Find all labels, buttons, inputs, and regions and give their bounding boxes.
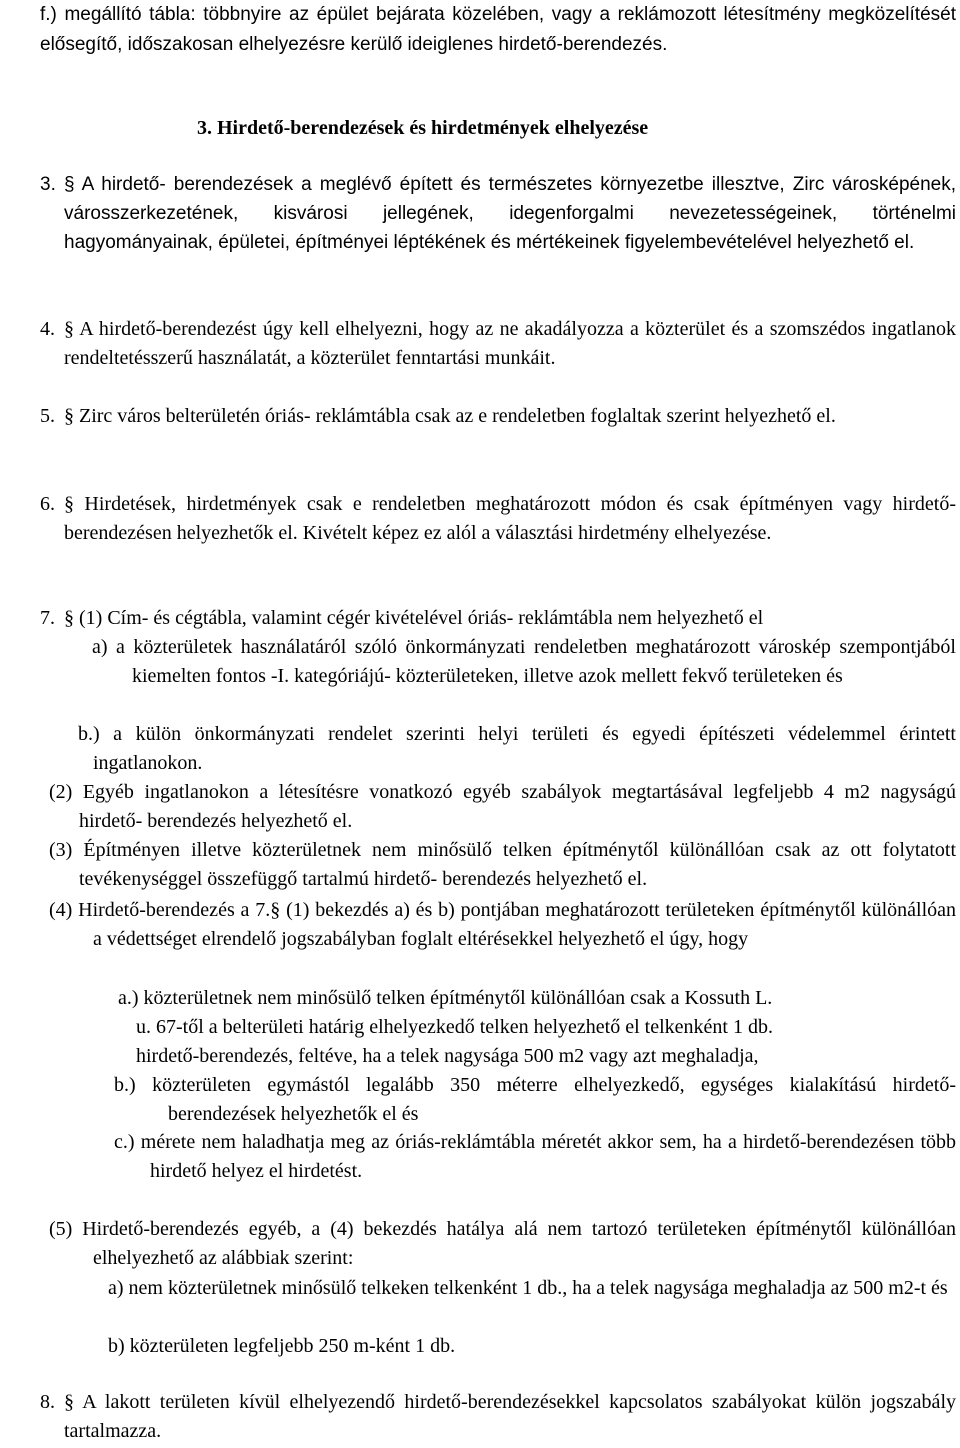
paragraph-number: 3.	[40, 174, 56, 195]
paragraph-7-point-b: b.) a külön önkormányzati rendelet szerinti helyi területi és egyedi építészeti védelemmel érintett ingatlanokon.	[78, 723, 956, 774]
paragraph-7-4-point-b: b.) közterületen egymástól legalább 350 méterre elhelyezkedő, egységes kialakítású hirdető-berendezések helyezhetők el és	[114, 1074, 956, 1125]
paragraph-number: 8.	[40, 1391, 55, 1413]
paragraph-7-subsection-4: (4) Hirdető-berendezés a 7.§ (1) bekezdés a) és b) pontjában meghatározott területeken építménytől különállóan a védettséget elrendelő jogszabályban foglalt eltérésekkel helyezhető el úgy, hogy	[49, 899, 956, 950]
paragraph-8	[40, 1388, 956, 1446]
paragraph-6	[40, 490, 956, 548]
section-title: 3. Hirdető-berendezések és hirdetmények elhelyezése	[197, 117, 649, 139]
paragraph-7-subsection-3: (3) Építményen illetve közterületnek nem minősülő telken építménytől különállóan csak az ott folytatott tevékenységgel összefüggő tartalmú hirdető- berendezés helyezhető el.	[49, 839, 956, 890]
paragraph-5	[40, 402, 956, 431]
paragraph-7-subsection-2: (2) Egyéb ingatlanokon a létesítésre vonatkozó egyéb szabályok megtartásával legfeljebb 4 m2 nagyságú hirdető- berendezés helyezhető el.	[49, 781, 956, 832]
paragraph-7-4-point-a-line2: u. 67-től a belterületi határig elhelyezkedő telken helyezhető el telkenként 1 db.	[136, 1016, 773, 1038]
paragraph-text: § A hirdető-berendezést úgy kell elhelyezni, hogy az ne akadályozza a közterület és a szomszédos ingatlanok rendeltetésszerű használatát, a közterület fenntartási munkáit.	[64, 318, 956, 369]
paragraph-text: § Hirdetések, hirdetmények csak e rendeletben meghatározott módon és csak építményen vagy hirdető-berendezésen helyezhetők el. Kivételt képez ez alól a választási hirdetmény elhelyezése.	[64, 493, 956, 544]
paragraph-number: 6.	[40, 493, 55, 515]
paragraph-number: 5.	[40, 405, 55, 427]
paragraph-number: 4.	[40, 318, 55, 340]
paragraph-7-4-point-a-line3: hirdető-berendezés, feltéve, ha a telek nagysága 500 m2 vagy azt meghaladja,	[136, 1045, 759, 1067]
paragraph-text: § A lakott területen kívül elhelyezendő hirdető-berendezésekkel kapcsolatos szabályokat külön jogszabály tartalmazza.	[64, 1391, 956, 1442]
paragraph-7-4-point-c: c.) mérete nem haladhatja meg az óriás-reklámtábla méretét akkor sem, ha a hirdető-berendezésen több hirdető helyez el hirdetést.	[114, 1131, 956, 1182]
paragraph-text: § Zirc város belterületén óriás- reklámtábla csak az e rendeletben foglaltak szerint helyezhető el.	[64, 405, 836, 427]
paragraph-text: § A hirdető- berendezések a meglévő épített és természetes környezetbe illesztve, Zirc városképének, városszerkezetének, kisvárosi jellegének, idegenforgalmi nevezetességeinek, történelmi hagyományainak, épületei, építményei léptékének és mértékeinek figyelembevételével helyezhető el.	[64, 174, 956, 253]
paragraph-4	[40, 315, 956, 373]
paragraph-7-number: 7.	[40, 607, 55, 629]
paragraph-7-subsection-5: (5) Hirdető-berendezés egyéb, a (4) bekezdés hatálya alá nem tartozó területeken építménytől különállóan elhelyezhető az alábbiak szerint:	[49, 1218, 956, 1269]
paragraph-7-point-a: a) a közterületek használatáról szóló önkormányzati rendeletben meghatározott városkép szempontjából kiemelten fontos -I. kategóriájú- közterületeken, illetve azok mellett fekvő területeken és	[92, 636, 956, 687]
paragraph-7-5-point-a: a) nem közterületnek minősülő telkeken telkenként 1 db., ha a telek nagysága meghaladja az 500 m2-t és	[108, 1277, 948, 1299]
paragraph-7-5-point-b: b) közterületen legfeljebb 250 m-ként 1 db.	[108, 1335, 456, 1357]
paragraph-7-4-point-a-line1: a.) közterületnek nem minősülő telken építménytől különállóan csak a Kossuth L.	[118, 987, 773, 1009]
definition-item-f: f.) megállító tábla: többnyire az épület bejárata közelében, vagy a reklámozott létesítmény megközelítését elősegítő, időszakosan elhelyezésre kerülő ideiglenes hirdető-berendezés.	[40, 4, 956, 55]
paragraph-7-subsection-1: § (1) Cím- és cégtábla, valamint cégér kivételével óriás- reklámtábla nem helyezhető el	[64, 607, 764, 629]
paragraph-3	[40, 170, 956, 257]
